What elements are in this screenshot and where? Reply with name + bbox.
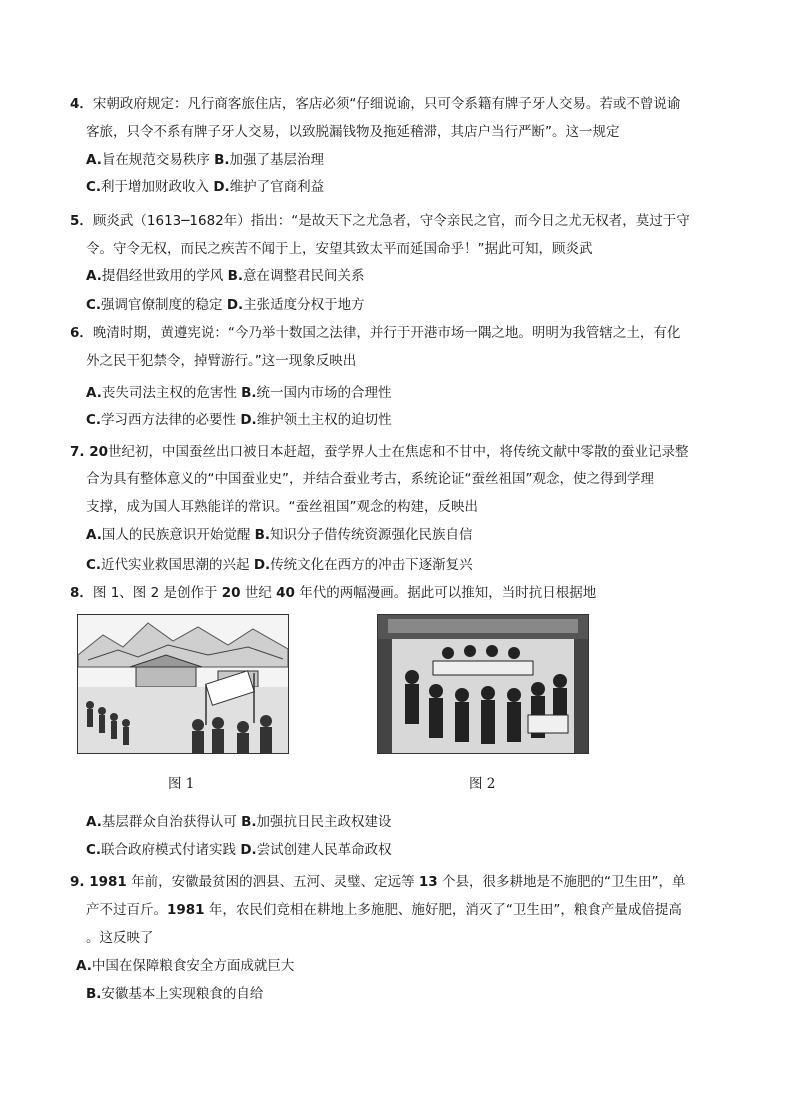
question-5-line-1 <box>70 212 690 230</box>
question-6-line-1 <box>70 324 680 342</box>
option-c: 强调官僚制度的稳定 <box>101 297 223 313</box>
question-4-line-2: 客旅，只令不系有牌子牙人交易，以致脱漏钱物及拖延稽滞，其店户当行严断”。这一规定 <box>86 124 620 140</box>
option-d-key: D. <box>253 557 271 573</box>
option-d: 传统文化在西方的冲击下逐渐复兴 <box>270 557 473 573</box>
question-4-options-ab <box>86 151 324 169</box>
question-8-stem-d: 40 <box>276 585 295 601</box>
option-c-key: C. <box>86 842 102 858</box>
question-8-options-cd <box>86 841 392 859</box>
option-b: 意在调整君民间关系 <box>243 268 365 284</box>
question-9-stem-c: 个县，很多耕地是不施肥的“卫生田”，单 <box>437 874 686 890</box>
option-b: 加强抗日民主政权建设 <box>256 814 392 830</box>
figure-2-caption: 图 2 <box>469 776 496 792</box>
option-a: 提倡经世致用的学风 <box>101 268 224 284</box>
question-6-options-ab <box>86 384 392 402</box>
option-a: 中国在保障粮食安全方面成就巨大 <box>91 958 295 974</box>
figure-2-illustration <box>377 614 589 754</box>
question-8-stem-c: 世纪 <box>240 585 277 601</box>
question-9-line-3: 。这反映了 <box>86 930 154 946</box>
option-a-key: A. <box>76 958 92 974</box>
question-9-option-b <box>86 985 263 1003</box>
question-9-stem-b: 13 <box>418 874 438 890</box>
option-a-key: A. <box>86 152 102 168</box>
option-a-key: A. <box>86 814 102 830</box>
option-d-key: D. <box>226 297 244 313</box>
question-8-number: 8． <box>70 585 93 601</box>
option-a: 国人的民族意识开始觉醒 <box>101 527 251 543</box>
option-c-key: C. <box>86 412 102 428</box>
question-6-stem-1: 晚清时期，黄遵宪说：“今乃举十数国之法律，并行于开港市场一隅之地。明明为我管辖之土，有化 <box>92 325 681 341</box>
question-5-line-2: 令。守令无权，而民之疾苦不闻于上，安望其致太平而延国命乎！”据此可知，顾炎武 <box>86 241 593 257</box>
question-8-stem-a: 图 1、图 2 是创作于 <box>92 585 222 601</box>
question-7-line-3: 支撑，成为国人耳熟能详的常识。“蚕丝祖国”观念的构建，反映出 <box>86 499 478 515</box>
question-7-line-1 <box>70 443 689 461</box>
question-4-options-cd <box>86 178 324 196</box>
question-7-line-2: 合为具有整体意义的“中国蚕业史”，并结合蚕业考古，系统论证“蚕丝祖国”观念，使之得到学理 <box>86 471 654 487</box>
question-5-stem-1: 顾炎武（1613─1682年）指出：“是故天下之尤急者，守令亲民之官，而今日之尤无权者，莫过于守 <box>92 213 690 229</box>
option-b: 安徽基本上实现粮食的自给 <box>101 986 264 1002</box>
question-6-line-2: 外之民干犯禁令，掉臂游行。”这一现象反映出 <box>86 353 357 369</box>
option-d: 主张适度分权于地方 <box>243 297 365 313</box>
option-b-key: B. <box>241 385 257 401</box>
option-c: 利于增加财政收入 <box>101 179 210 195</box>
option-b-key: B. <box>227 268 244 284</box>
question-4-line-1 <box>70 95 680 113</box>
question-4-number: 4． <box>70 96 93 112</box>
question-5-number: 5． <box>70 213 93 229</box>
option-b-key: B. <box>86 986 102 1002</box>
question-9-option-a <box>76 957 294 975</box>
option-a: 旨在规范交易秩序 <box>101 152 210 168</box>
option-b: 知识分子借传统资源强化民族自信 <box>270 527 473 543</box>
figure-1-illustration <box>77 614 289 754</box>
figure-2-woodcut <box>378 615 588 753</box>
figure-1-woodcut <box>78 615 288 753</box>
question-5-options-cd <box>86 296 365 314</box>
option-a-key: A. <box>86 385 102 401</box>
question-9-stem-f: 年，农民们竞相在耕地上多施肥、施好肥，消灭了“卫生田”，粮食产量成倍提高 <box>204 902 682 918</box>
question-7-options-ab <box>86 526 473 544</box>
option-b: 加强了基层治理 <box>229 152 325 168</box>
option-c-key: C. <box>86 297 102 313</box>
option-d: 维护领土主权的迫切性 <box>256 412 392 428</box>
question-7-options-cd <box>86 556 473 574</box>
question-8-stem-b: 20 <box>221 585 241 601</box>
question-6-options-cd <box>86 411 392 429</box>
question-7-stem-1: 世纪初，中国蚕丝出口被日本赶超，蚕学界人士在焦虑和不甘中，将传统文献中零散的蚕业记录整 <box>108 444 689 460</box>
question-8-options-ab <box>86 813 392 831</box>
option-c-key: C. <box>86 179 102 195</box>
question-6-number: 6． <box>70 325 93 341</box>
option-d: 尝试创建人民革命政权 <box>256 842 392 858</box>
question-9-stem-a: 年前，安徽最贫困的泗县、五河、灵璧、定远等 <box>126 874 419 890</box>
option-c: 学习西方法律的必要性 <box>101 412 237 428</box>
option-a: 基层群众自治获得认可 <box>101 814 237 830</box>
question-7-number: 7. 20 <box>70 444 109 460</box>
option-c-key: C. <box>86 557 102 573</box>
question-5-options-ab <box>86 267 365 285</box>
question-9-stem-e: 1981 <box>167 902 205 918</box>
option-a-key: A. <box>86 268 102 284</box>
question-8-stem-e: 年代的两幅漫画。据此可以推知，当时抗日根据地 <box>294 585 597 601</box>
question-9-number: 9. 1981 <box>70 874 127 890</box>
option-d-key: D. <box>213 179 230 195</box>
question-9-stem-d: 产不过百斤。 <box>86 902 167 918</box>
question-9-line-2 <box>86 901 682 919</box>
option-b-key: B. <box>254 527 271 543</box>
figure-1-caption: 图 1 <box>168 776 195 792</box>
option-c: 近代实业救国思潮的兴起 <box>101 557 250 573</box>
question-4-stem-1: 宋朝政府规定：凡行商客旅住店，客店必须“仔细说谕，只可令系籍有牌子牙人交易。若或不曾说谕 <box>92 96 681 112</box>
option-b-key: B. <box>241 814 257 830</box>
question-8-line-1 <box>70 584 596 602</box>
question-9-line-1 <box>70 873 685 891</box>
option-a: 丧失司法主权的危害性 <box>101 385 237 401</box>
option-a-key: A. <box>86 527 102 543</box>
option-d-key: D. <box>240 412 257 428</box>
option-b: 统一国内市场的合理性 <box>256 385 392 401</box>
option-d: 维护了官商利益 <box>229 179 325 195</box>
option-c: 联合政府模式付诸实践 <box>101 842 237 858</box>
option-b-key: B. <box>214 152 230 168</box>
option-d-key: D. <box>240 842 257 858</box>
